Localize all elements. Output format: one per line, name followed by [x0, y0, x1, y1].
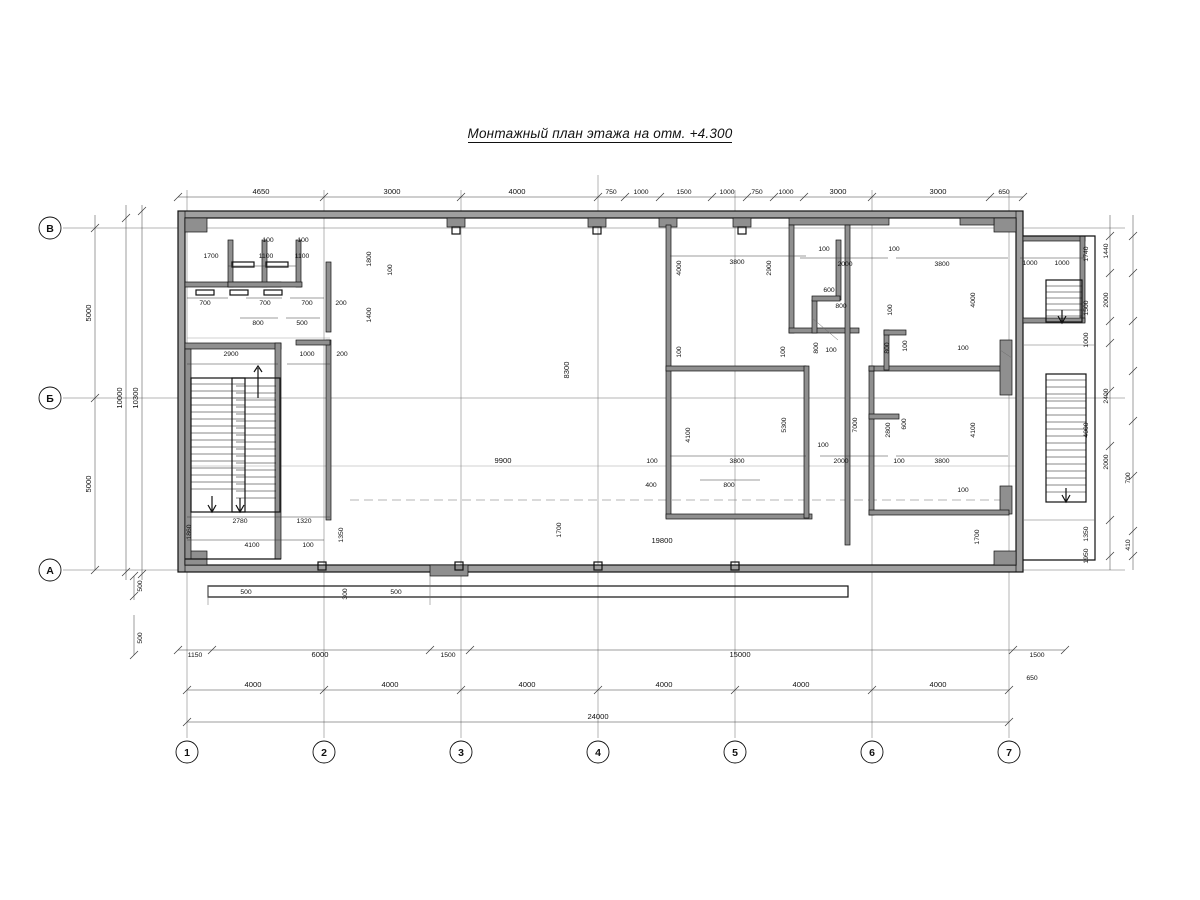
svg-text:1500: 1500	[1083, 300, 1090, 316]
svg-text:10000: 10000	[115, 387, 124, 409]
svg-text:4100: 4100	[244, 542, 260, 549]
dimension-chain-bottom	[174, 646, 1069, 726]
drawing-title-text: Монтажный план этажа на отм. +4.300	[467, 126, 733, 141]
svg-text:4100: 4100	[685, 427, 692, 443]
svg-text:7: 7	[1006, 747, 1012, 759]
svg-text:4000: 4000	[381, 680, 399, 689]
svg-text:2780: 2780	[232, 518, 248, 525]
dimension-chain-left	[84, 205, 146, 659]
svg-text:100: 100	[262, 237, 274, 244]
svg-text:1860: 1860	[186, 524, 193, 540]
svg-text:5: 5	[732, 747, 738, 759]
svg-text:600: 600	[901, 418, 908, 430]
svg-text:1950: 1950	[1083, 548, 1090, 564]
svg-text:650: 650	[1026, 675, 1038, 682]
top-wall-column-marks	[447, 218, 994, 234]
svg-text:4650: 4650	[252, 187, 270, 196]
svg-text:1700: 1700	[974, 529, 981, 545]
interior-dimensions	[186, 237, 1085, 600]
left-stair-block	[185, 240, 331, 559]
svg-text:2400: 2400	[1103, 388, 1110, 404]
svg-text:4000: 4000	[792, 680, 810, 689]
svg-text:А: А	[46, 565, 54, 577]
svg-text:1400: 1400	[366, 307, 373, 323]
svg-text:500: 500	[137, 580, 144, 592]
svg-text:600: 600	[823, 287, 835, 294]
svg-text:100: 100	[893, 458, 905, 465]
svg-text:4000: 4000	[244, 680, 262, 689]
svg-text:15000: 15000	[729, 650, 751, 659]
svg-text:2: 2	[321, 747, 327, 759]
svg-text:2900: 2900	[766, 260, 773, 276]
grid-lines	[63, 175, 1125, 738]
grid-axis-markers-left	[39, 217, 61, 581]
svg-text:3000: 3000	[929, 187, 947, 196]
interior-partitions	[666, 225, 1095, 560]
svg-text:1: 1	[184, 747, 190, 759]
svg-text:1500: 1500	[440, 652, 456, 659]
svg-text:100: 100	[817, 442, 829, 449]
svg-text:2000: 2000	[833, 458, 849, 465]
svg-text:4000: 4000	[970, 292, 977, 308]
svg-text:Б: Б	[46, 393, 54, 405]
svg-text:1100: 1100	[258, 253, 274, 260]
svg-text:7000: 7000	[852, 417, 859, 433]
svg-text:200: 200	[335, 300, 347, 307]
svg-text:1700: 1700	[203, 253, 219, 260]
svg-text:410: 410	[1125, 539, 1132, 551]
svg-text:300: 300	[342, 588, 349, 600]
svg-text:750: 750	[605, 189, 617, 196]
svg-text:500: 500	[390, 589, 402, 596]
svg-text:100: 100	[887, 304, 894, 316]
svg-text:700: 700	[199, 300, 211, 307]
svg-text:4000: 4000	[508, 187, 526, 196]
svg-text:100: 100	[676, 346, 683, 358]
svg-text:1000: 1000	[299, 351, 315, 358]
svg-text:3: 3	[458, 747, 464, 759]
svg-text:100: 100	[957, 345, 969, 352]
svg-text:2800: 2800	[885, 422, 892, 438]
svg-text:3800: 3800	[729, 458, 745, 465]
svg-text:100: 100	[888, 246, 900, 253]
svg-text:1500: 1500	[676, 189, 692, 196]
svg-text:1350: 1350	[338, 527, 345, 543]
svg-text:100: 100	[957, 487, 969, 494]
svg-text:700: 700	[301, 300, 313, 307]
svg-text:6: 6	[869, 747, 875, 759]
svg-text:4000: 4000	[676, 260, 683, 276]
svg-text:1800: 1800	[366, 251, 373, 267]
svg-text:200: 200	[336, 351, 348, 358]
svg-text:8300: 8300	[562, 361, 571, 379]
svg-text:500: 500	[240, 589, 252, 596]
svg-text:1000: 1000	[1022, 260, 1038, 267]
svg-text:19800: 19800	[651, 536, 673, 545]
svg-text:100: 100	[825, 347, 837, 354]
svg-text:5000: 5000	[84, 304, 93, 322]
svg-text:800: 800	[723, 482, 735, 489]
svg-text:100: 100	[302, 542, 314, 549]
svg-text:1500: 1500	[1029, 652, 1045, 659]
svg-text:2000: 2000	[837, 261, 853, 268]
svg-text:1740: 1740	[1083, 246, 1090, 262]
svg-text:100: 100	[646, 458, 658, 465]
svg-text:4100: 4100	[970, 422, 977, 438]
svg-text:1000: 1000	[778, 189, 794, 196]
svg-text:100: 100	[387, 264, 394, 276]
svg-text:4000: 4000	[1083, 422, 1090, 438]
svg-text:4000: 4000	[518, 680, 536, 689]
svg-text:800: 800	[884, 342, 891, 354]
svg-text:3800: 3800	[729, 259, 745, 266]
svg-text:5300: 5300	[781, 417, 788, 433]
svg-text:1000: 1000	[719, 189, 735, 196]
svg-text:4000: 4000	[929, 680, 947, 689]
svg-text:1320: 1320	[296, 518, 312, 525]
svg-text:9900: 9900	[494, 456, 512, 465]
svg-text:500: 500	[296, 320, 308, 327]
svg-text:750: 750	[751, 189, 763, 196]
svg-text:100: 100	[297, 237, 309, 244]
svg-text:700: 700	[1125, 472, 1132, 484]
svg-text:3000: 3000	[383, 187, 401, 196]
svg-text:1000: 1000	[633, 189, 649, 196]
grid-axis-markers-bottom	[176, 741, 1020, 763]
svg-text:100: 100	[780, 346, 787, 358]
svg-text:100: 100	[818, 246, 830, 253]
svg-text:1440: 1440	[1103, 243, 1110, 259]
svg-text:2900: 2900	[223, 351, 239, 358]
dimension-chain-top	[174, 187, 1027, 201]
svg-text:500: 500	[137, 632, 144, 644]
svg-text:1150: 1150	[187, 652, 203, 659]
svg-text:700: 700	[259, 300, 271, 307]
svg-text:1350: 1350	[1083, 526, 1090, 542]
svg-text:1700: 1700	[556, 522, 563, 538]
svg-text:100: 100	[902, 340, 909, 352]
svg-text:650: 650	[998, 189, 1010, 196]
svg-text:3800: 3800	[934, 458, 950, 465]
svg-text:400: 400	[645, 482, 657, 489]
svg-text:800: 800	[835, 303, 847, 310]
svg-text:3800: 3800	[934, 261, 950, 268]
svg-text:1100: 1100	[294, 253, 310, 260]
svg-text:6000: 6000	[311, 650, 329, 659]
svg-text:10300: 10300	[131, 387, 140, 409]
svg-text:1000: 1000	[1083, 332, 1090, 348]
svg-text:2000: 2000	[1103, 292, 1110, 308]
svg-text:2000: 2000	[1103, 454, 1110, 470]
svg-text:В: В	[46, 223, 54, 235]
svg-text:5000: 5000	[84, 475, 93, 493]
svg-text:1000: 1000	[1054, 260, 1070, 267]
svg-text:4000: 4000	[655, 680, 673, 689]
svg-text:3000: 3000	[829, 187, 847, 196]
svg-text:800: 800	[813, 342, 820, 354]
svg-text:4: 4	[595, 747, 601, 759]
svg-text:24000: 24000	[587, 712, 609, 721]
svg-text:800: 800	[252, 320, 264, 327]
